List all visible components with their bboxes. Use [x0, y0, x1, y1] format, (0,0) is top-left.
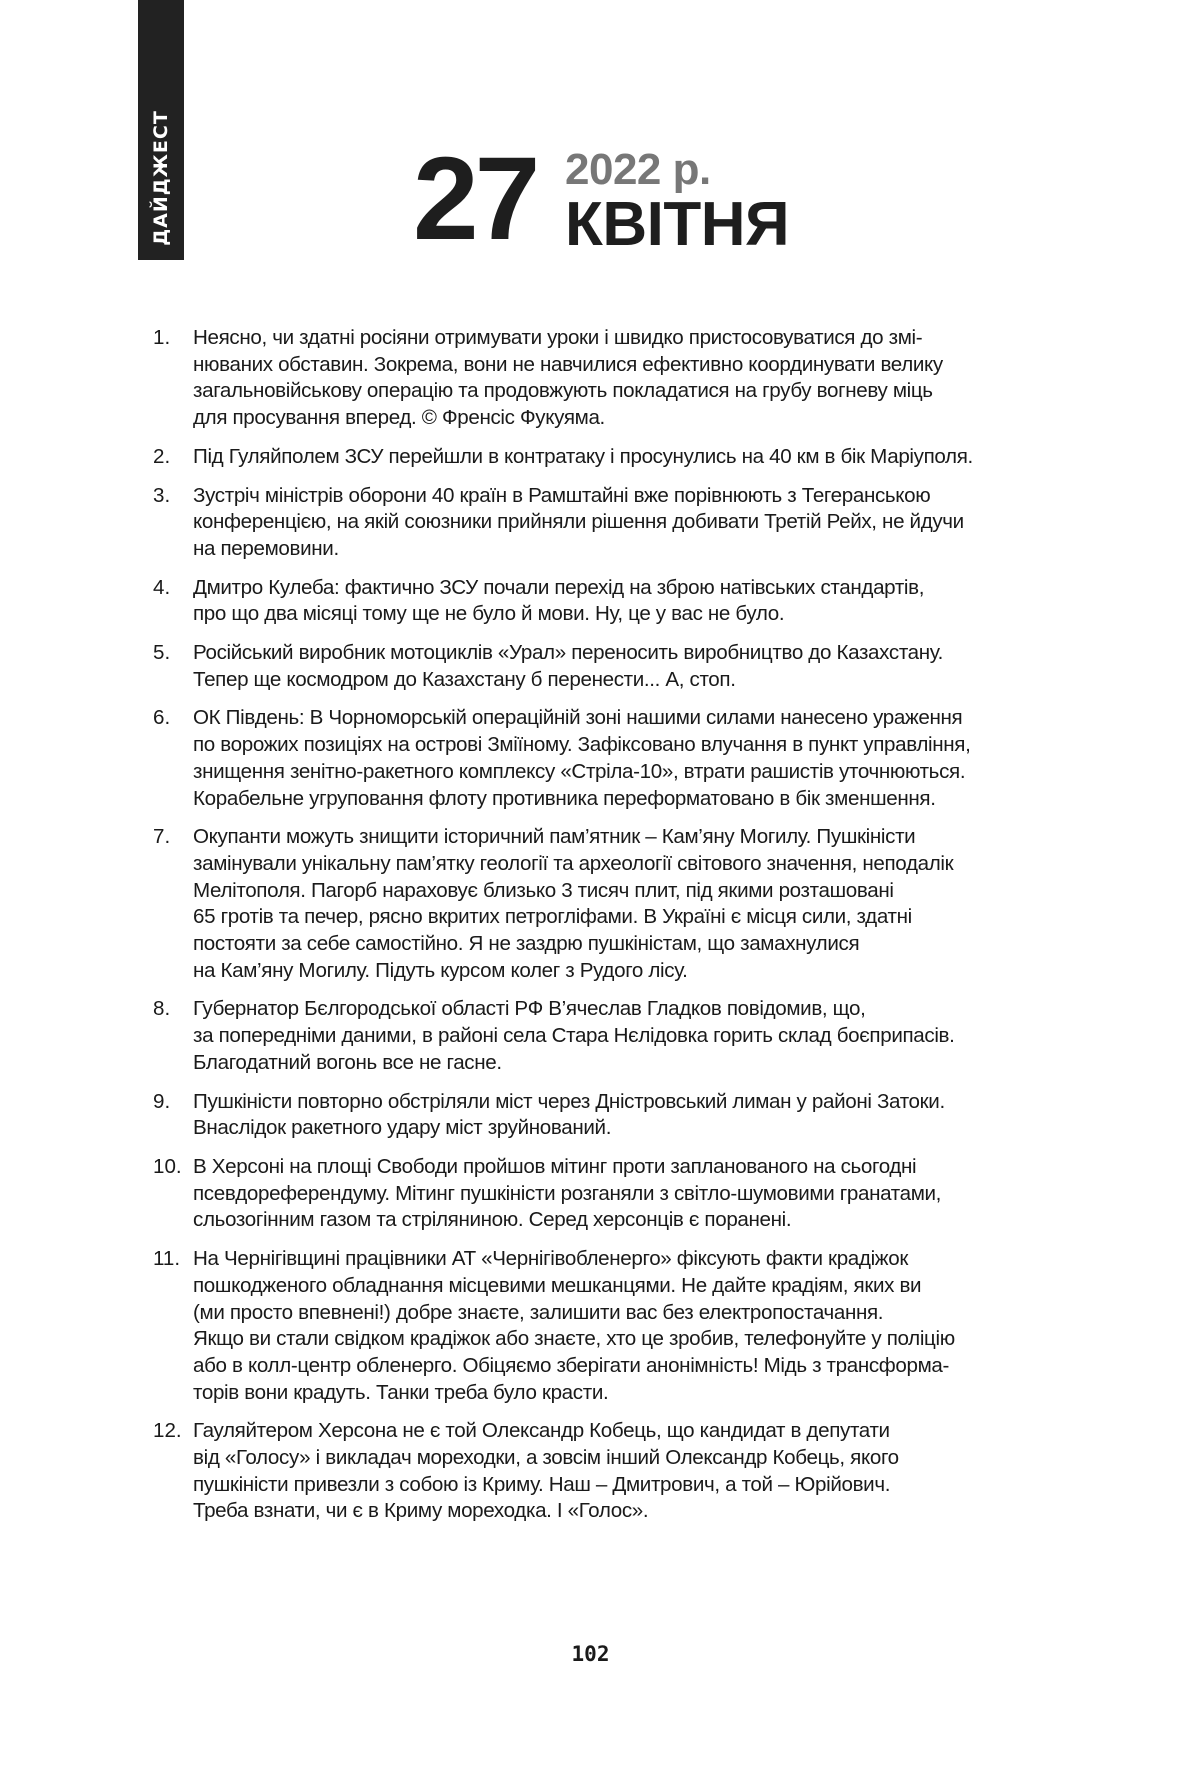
news-item	[153, 575, 1058, 628]
news-item-text: Зустріч міністрів оборони 40 країн в Рамштайні вже порівнюють з Тегеранською конференцією, на якій союзники прийняли рішення добивати Третій Рейх, не йдучи на перемовини.	[193, 483, 964, 560]
news-item-number: 5.	[153, 641, 171, 665]
news-item	[153, 325, 1058, 432]
news-item-number: 12.	[153, 1419, 182, 1443]
news-item	[153, 1246, 1058, 1406]
news-item-text: Неясно, чи здатні росіяни отримувати уроки і швидко пристосовуватися до змі- нюваних обставин. Зокрема, вони не навчилися ефективно координувати велику загальновійськову операцію та продовжують покладатися на грубу вогневу міць для просування вперед. © Френсіс Фукуяма.	[193, 326, 943, 430]
news-item	[153, 1418, 1058, 1525]
news-item-text: Пушкіністи повторно обстріляли міст через Дністровський лиман у районі Затоки. Внаслідок ракетного удару міст зруйнований.	[193, 1089, 945, 1140]
section-tab	[138, 0, 184, 260]
news-item	[153, 444, 1058, 471]
news-item-text: Під Гуляйполем ЗСУ перейшли в контратаку і просунулись на 40 км в бік Маріуполя.	[193, 444, 973, 468]
news-item-number: 3.	[153, 483, 171, 507]
date-year: 2022 р.	[565, 145, 711, 194]
news-item-text: Гауляйтером Херсона не є той Олександр Кобець, що кандидат в депутати від «Голосу» і викладач мореходки, а зовсім інший Олександр Кобець, якого пушкіністи привезли з собою із Криму. Наш – Дмитрович, а той – Юрійович. Треба взнати, чи є в Криму мореходка. І «Голос».	[193, 1419, 899, 1523]
news-item	[153, 1089, 1058, 1142]
news-item	[153, 705, 1058, 812]
news-item-text: В Херсоні на площі Свободи пройшов мітинг проти запланованого на сьогодні псевдореферендуму. Мітинг пушкіністи розганяли з світло-шумовими гранатами, сльозогінним газом та стріляниною. Серед херсонців є поранені.	[193, 1154, 942, 1232]
news-item-number: 4.	[153, 575, 171, 599]
date-month: КВІТНЯ	[565, 190, 790, 259]
page-number: 102	[571, 1642, 610, 1666]
news-item-number: 11.	[153, 1247, 181, 1271]
news-item-number: 2.	[153, 444, 171, 468]
news-item	[153, 824, 1058, 984]
news-item	[153, 1154, 1058, 1234]
news-item-number: 7.	[153, 825, 171, 849]
news-item-text: Окупанти можуть знищити історичний пам’ятник – Кам’яну Могилу. Пушкіністи замінували унікальну пам’ятку геології та археології світового значення, неподалік Мелітополя. Пагорб нараховує близько 3 тисяч плит, під якими розташовані 65 гротів та печер, рясно вкритих петрогліфами. В Україні є місця сили, здатні постояти за себе самостійно. Я не заздрю пушкіністам, що замахнулися на Кам’яну Могилу. Підуть курсом колег з Рудого лісу.	[193, 825, 954, 982]
news-item-text: На Чернігівщині працівники АТ «Чернігівобленерго» фіксують факти крадіжок пошкодженого обладнання місцевими мешканцями. Не дайте крадіям, яких ви (ми просто впевнені!) добре знаєте, залишити вас без електропостачання. Якщо ви стали свідком крадіжок або знаєте, хто це зробив, телефонуйте у поліцію або в колл-центр обленерго. Обіцяємо зберігати анонімність! Мідь з трансформа- торів вони крадуть. Танки треба було красти.	[193, 1247, 955, 1404]
news-item-text: Дмитро Кулеба: фактично ЗСУ почали перехід на зброю натівських стандартів, про що два місяці тому ще не було й мови. Ну, це у вас не було.	[193, 575, 925, 626]
news-item-number: 9.	[153, 1089, 171, 1113]
section-tab-label: ДАЙДЖЕСТ	[150, 110, 172, 246]
news-list	[153, 325, 1058, 1537]
news-item	[153, 640, 1058, 693]
news-item	[153, 483, 1058, 563]
news-item-text: Губернатор Бєлгородської області РФ В’ячеслав Гладков повідомив, що, за попередніми даними, в районі села Стара Нєлідовка горить склад боєприпасів. Благодатний вогонь все не гасне.	[193, 997, 955, 1074]
news-item-number: 6.	[153, 706, 171, 730]
news-item-number: 8.	[153, 997, 171, 1021]
date-day: 27	[413, 133, 537, 265]
news-item	[153, 996, 1058, 1076]
news-item-text: Російський виробник мотоциклів «Урал» переносить виробництво до Казахстану. Тепер ще космодром до Казахстану б перенести... А, стоп.	[193, 641, 944, 691]
news-item-text: ОК Південь: В Чорноморській операційній зоні нашими силами нанесено ураження по ворожих позиціях на острові Зміїному. Зафіксовано влучання в пункт управління, знищення зенітно-ракетного комплексу «Стріла-10», втрати рашистів уточнюються. Корабельне угруповання флоту противника переформатовано в бік зменшення.	[193, 706, 971, 810]
news-item-number: 10.	[153, 1154, 182, 1178]
news-item-number: 1.	[153, 326, 171, 349]
